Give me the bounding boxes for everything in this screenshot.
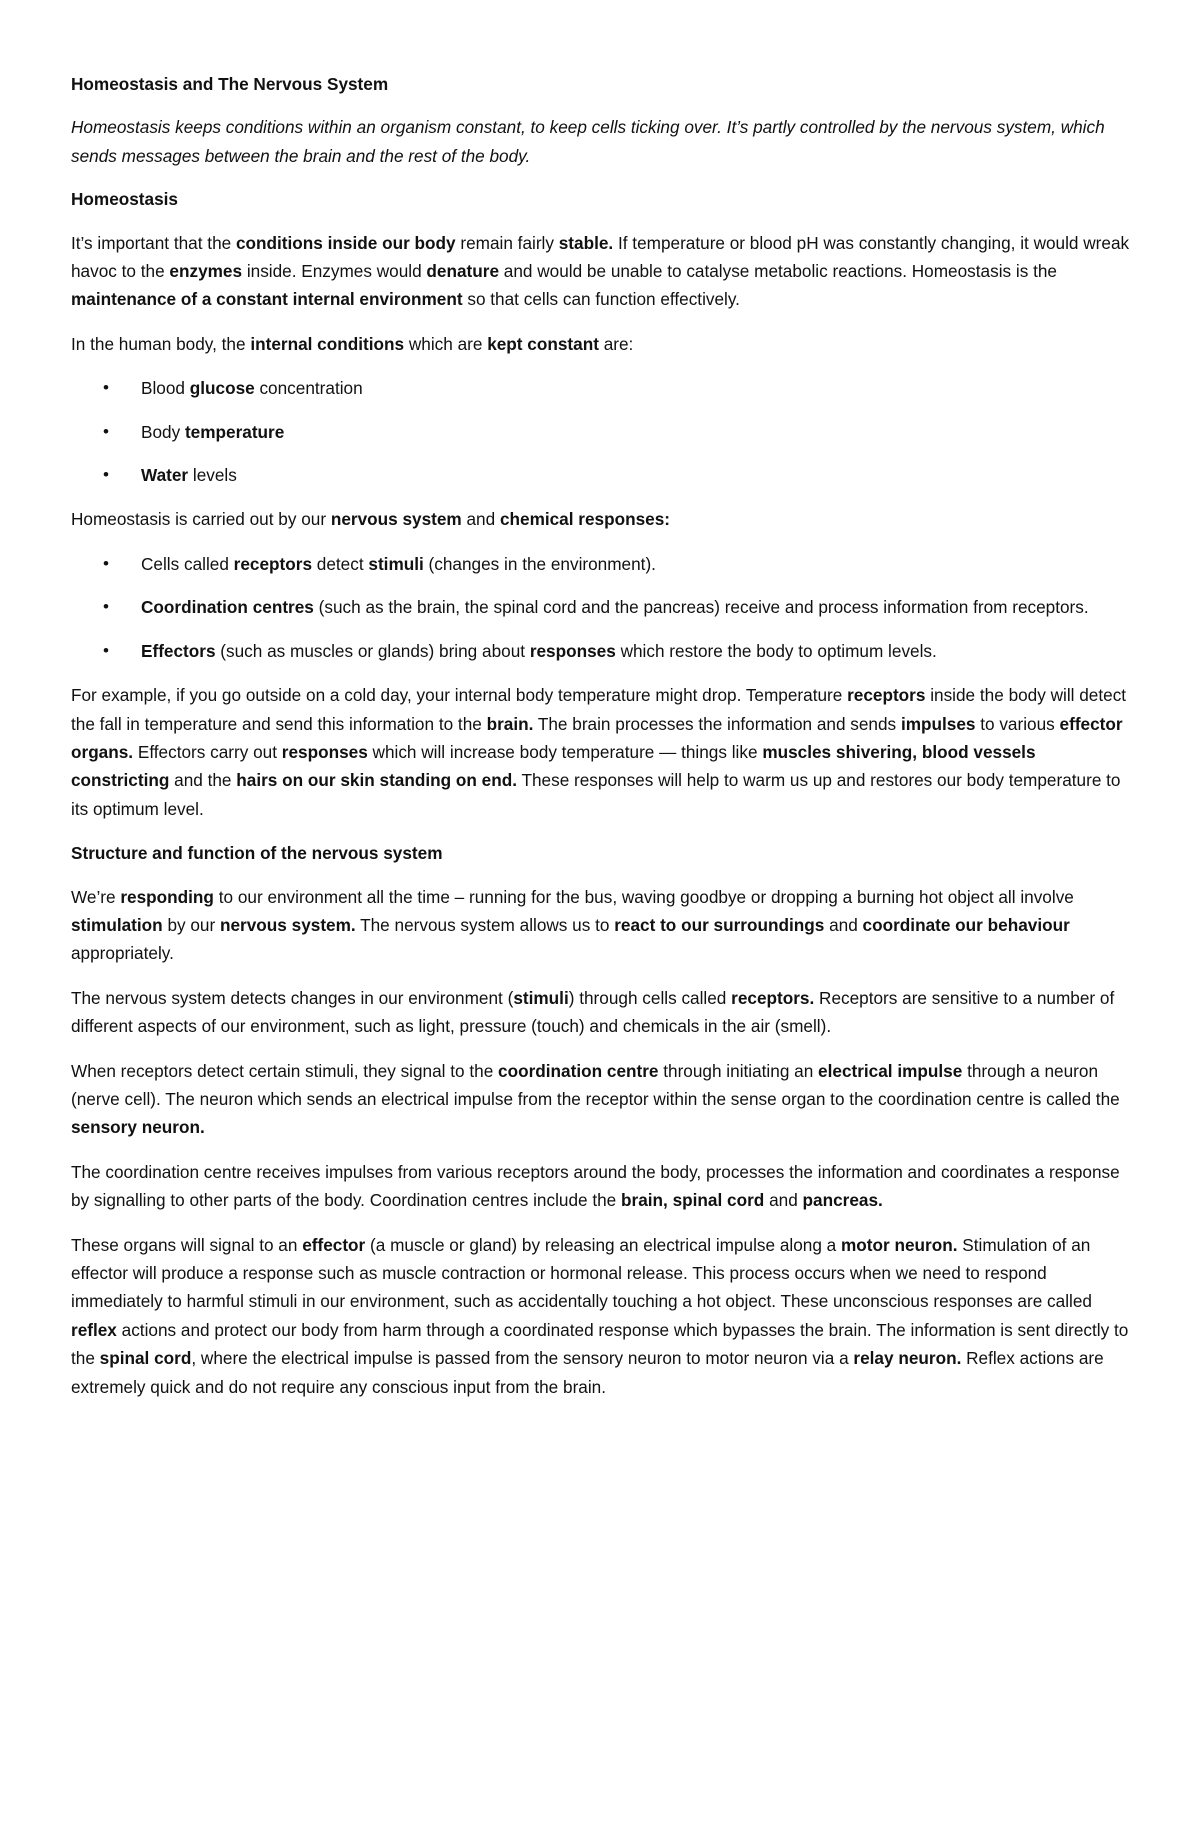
- section-heading: Structure and function of the nervous system: [71, 843, 443, 864]
- bold-term: responses: [281, 741, 368, 762]
- bold-term: effector organs.: [71, 713, 1123, 762]
- list-item: • Blood glucose concentration: [71, 374, 1131, 402]
- bold-term: hairs on our skin standing on end.: [236, 770, 518, 791]
- bold-term: kept constant: [487, 333, 599, 354]
- paragraph: We’re responding to our environment all the time – running for the bus, waving goodbye or dropping a burning hot object all involve stimulation by our nervous system. The nervous system allows us to react to our surroundings and coordinate our behaviour appropriately.: [71, 886, 1074, 964]
- bold-term: stable.: [558, 232, 614, 253]
- page-title: Homeostasis and The Nervous System: [71, 74, 389, 94]
- paragraph: It’s important that the conditions inside our body remain fairly stable. If temperature or blood pH was constantly changing, it would wreak havoc to the enzymes inside. Enzymes would denature and would be unable to catalyse metabolic reactions. Homeostasis is the maintenance of a constant internal environment so that cells can function effectively.: [71, 232, 1130, 310]
- bold-term: effector: [302, 1234, 366, 1255]
- bullet-icon: •: [103, 465, 109, 485]
- bold-term: chemical responses:: [499, 509, 670, 530]
- bold-term: spinal cord: [99, 1348, 192, 1369]
- bullet-icon: •: [103, 378, 109, 398]
- document-page: [71, 70, 1131, 1417]
- list-item: • Water levels: [71, 461, 1131, 489]
- bold-term: conditions inside our body: [235, 232, 456, 253]
- bold-term: Coordination centres: [141, 597, 314, 618]
- list-item: • Effectors (such as muscles or glands) bring about responses which restore the body to optimum levels.: [71, 637, 1131, 665]
- bold-term: responses: [529, 640, 616, 661]
- bold-term: nervous system: [330, 509, 462, 530]
- bullet-list: [71, 374, 1131, 489]
- list-item: • Cells called receptors detect stimuli (changes in the environment).: [71, 550, 1131, 578]
- list-item: • Coordination centres (such as the brain, the spinal cord and the pancreas) receive and process information from receptors.: [71, 593, 1131, 621]
- bold-term: stimuli: [368, 553, 424, 574]
- paragraph: When receptors detect certain stimuli, they signal to the coordination centre through initiating an electrical impulse through a neuron (nerve cell). The neuron which sends an electrical impulse from the receptor within the sense organ to the coordination centre is called the sensory neuron.: [71, 1060, 1120, 1138]
- paragraph: These organs will signal to an effector (a muscle or gland) by releasing an electrical impulse along a motor neuron. Stimulation of an effector will produce a response such as muscle contraction or hormonal release. This process occurs when we need to respond immediately to harmful stimuli in our environment, such as accidentally touching a hot object. These unconscious responses are called reflex actions and protect our body from harm through a coordinated response which bypasses the brain. The information is sent directly to the spinal cord, where the electrical impulse is passed from the sensory neuron to motor neuron via a relay neuron. Reflex actions are extremely quick and do not require any conscious input from the brain.: [71, 1234, 1129, 1397]
- bold-term: sensory neuron.: [71, 1117, 205, 1138]
- bold-term: reflex: [71, 1319, 117, 1340]
- paragraph: For example, if you go outside on a cold day, your internal body temperature might drop. Temperature receptors inside the body will detect the fall in temperature and send this information to the brain. The brain processes the information and sends impulses to various effector organs. Effectors carry out responses which will increase body temperature — things like muscles shivering, blood vessels constricting and the hairs on our skin standing on end. These responses will help to warm us up and restores our body temperature to its optimum level.: [71, 685, 1127, 819]
- bold-term: muscles shivering, blood vessels constricting: [71, 741, 1036, 791]
- bold-term: relay neuron.: [853, 1348, 962, 1369]
- bold-term: glucose: [189, 378, 255, 399]
- bold-term: coordinate our behaviour: [862, 914, 1070, 935]
- bold-term: receptors: [233, 553, 313, 574]
- bold-term: react to our surroundings: [614, 914, 825, 935]
- bold-term: enzymes: [169, 261, 243, 282]
- section-heading: Homeostasis: [71, 189, 178, 210]
- bullet-icon: •: [103, 640, 109, 660]
- bold-term: temperature: [184, 421, 285, 442]
- bold-term: receptors: [847, 685, 926, 706]
- bullet-icon: •: [103, 553, 109, 573]
- paragraph: The coordination centre receives impulses from various receptors around the body, processes the information and coordinates a response by signalling to other parts of the body. Coordination centres include the brain, spinal cord and pancreas.: [71, 1161, 1120, 1211]
- list-item: • Body temperature: [71, 418, 1131, 446]
- bold-term: electrical impulse: [818, 1060, 963, 1081]
- bullet-icon: •: [103, 597, 109, 617]
- bold-term: nervous system.: [220, 914, 356, 935]
- bold-term: denature: [426, 261, 500, 282]
- bold-term: maintenance of a constant internal environment: [71, 289, 463, 310]
- bold-term: coordination centre: [498, 1060, 659, 1081]
- intro-paragraph: Homeostasis keeps conditions within an organism constant, to keep cells ticking over. It’s partly controlled by the nervous system, which sends messages between the brain and the rest of the body.: [71, 117, 1105, 166]
- bold-term: internal conditions: [250, 333, 405, 354]
- bullet-icon: •: [103, 421, 109, 441]
- bold-term: pancreas.: [802, 1190, 883, 1211]
- bold-term: responding: [120, 886, 214, 907]
- bold-term: stimuli: [513, 987, 569, 1008]
- paragraph: The nervous system detects changes in our environment (stimuli) through cells called receptors. Receptors are sensitive to a number of different aspects of our environment, such as light, pressure (touch) and chemicals in the air (smell).: [71, 987, 1115, 1037]
- bold-term: brain, spinal cord: [621, 1190, 765, 1211]
- paragraph: Homeostasis is carried out by our nervous system and chemical responses:: [71, 509, 670, 530]
- bullet-list: [71, 550, 1131, 665]
- bold-term: Effectors: [141, 640, 216, 661]
- bold-term: receptors.: [731, 987, 815, 1008]
- bold-term: Water: [141, 465, 189, 486]
- document-body: [71, 185, 1131, 1401]
- bold-term: motor neuron.: [841, 1234, 958, 1255]
- bold-term: impulses: [900, 713, 976, 734]
- bold-term: stimulation: [71, 914, 163, 935]
- bold-term: brain.: [486, 713, 534, 734]
- paragraph: In the human body, the internal conditions which are kept constant are:: [71, 333, 634, 354]
